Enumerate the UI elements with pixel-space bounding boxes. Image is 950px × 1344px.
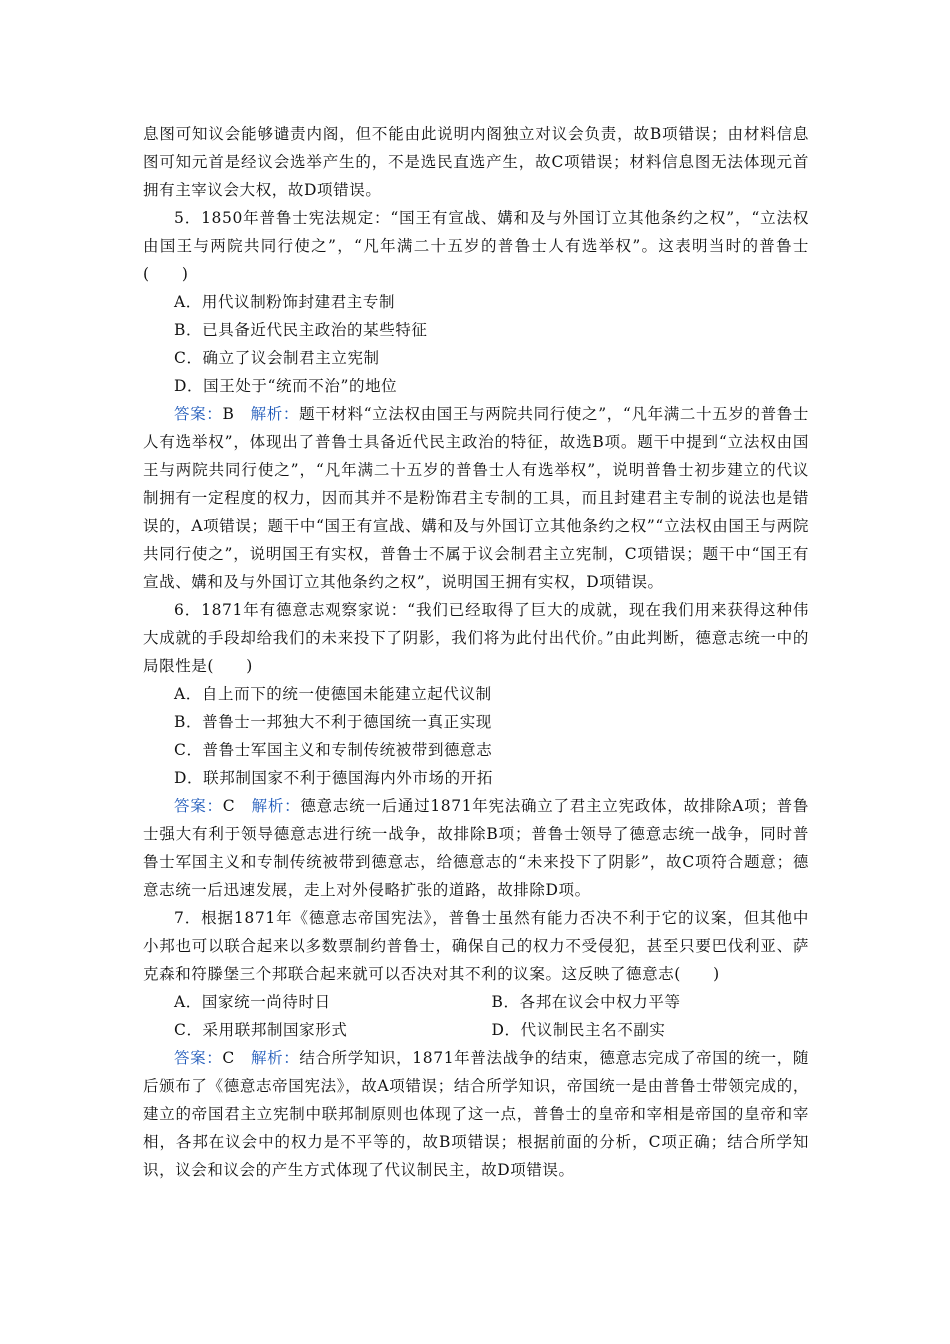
explanation-label: 解析：: [250, 405, 300, 423]
answer-label: 答案：: [174, 1049, 223, 1067]
page-content: [143, 120, 809, 1184]
question-7-options-row-2: [143, 1016, 809, 1044]
explanation-text: 德意志统一后通过1871年宪法确立了君主立宪政体，故排除A项；普鲁士强大有利于领导德意志进行统一战争，故排除B项；普鲁士领导了德意志统一战争，同时普鲁士军国主义和专制传统被带到德意志，给德意志的“未来投下了阴影”，故C项符合题意；德意志统一后迅速发展，走上对外侵略扩张的道路，故排除D项。: [143, 797, 810, 899]
explanation-text: 题干材料“立法权由国王与两院共同行使之”，“凡年满二十五岁的普鲁士人有选举权”，体现出了普鲁士具备近代民主政治的特征，故选B项。题干中提到“立法权由国王与两院共同行使之”，“凡年满二十五岁的普鲁士人有选举权”，说明普鲁士初步建立的代议制拥有一定程度的权力，因而其并不是粉饰君主专制的工具，而且封建君主专制的说法也是错误的，A项错误；题干中“国王有宣战、媾和及与外国订立其他条约之权”“立法权由国王与两院共同行使之”，说明国王有实权，普鲁士不属于议会制君主立宪制，C项错误；题干中“国王有宣战、媾和及与外国订立其他条约之权”，说明国王拥有实权，D项错误。: [143, 405, 809, 591]
question-6-option-d: D．联邦制国家不利于德国海内外市场的开拓: [174, 769, 493, 787]
question-5-option-b: B．已具备近代民主政治的某些特征: [174, 321, 428, 339]
question-6-stem: 6．1871年有德意志观察家说：“我们已经取得了巨大的成就，现在我们用来获得这种伟大成就的手段却给我们的未来投下了阴影，我们将为此付出代价。”由此判断，德意志统一中的局限性是( ): [143, 601, 809, 675]
question-7-option-c: C．采用联邦制国家形式: [174, 1021, 348, 1039]
answer-label: 答案：: [174, 797, 223, 815]
question-7: [143, 904, 809, 1184]
question-6-option-a: A．自上而下的统一使德国未能建立起代议制: [174, 685, 492, 703]
question-7-stem: 7．根据1871年《德意志帝国宪法》，普鲁士虽然有能力否决不利于它的议案，但其他中小邦也可以联合起来以多数票制约普鲁士，确保自己的权力不受侵犯，甚至只要巴伐利亚、萨克森和符滕堡三个邦联合起来就可以否决对其不利的议案。这反映了德意志( ): [143, 909, 809, 983]
question-7-options-row-1: [143, 988, 809, 1016]
question-5-solution: [143, 400, 809, 596]
question-6: [143, 596, 809, 904]
explanation-text: 结合所学知识，1871年普法战争的结束，德意志完成了帝国的统一，随后颁布了《德意志帝国宪法》，故A项错误；结合所学知识，帝国统一是由普鲁士带领完成的，建立的帝国君主立宪制中联邦制原则也体现了这一点，普鲁士的皇帝和宰相是帝国的皇帝和宰相，各邦在议会中的权力是不平等的，故B项错误；根据前面的分析，C项正确；结合所学知识，议会和议会的产生方式体现了代议制民主，故D项错误。: [143, 1049, 809, 1179]
question-5-option-a: A．用代议制粉饰封建君主专制: [174, 293, 396, 311]
question-7-option-b: B．各邦在议会中权力平等: [491, 993, 681, 1011]
question-6-option-b: B．普鲁士一邦独大不利于德国统一真正实现: [174, 713, 492, 731]
question-5-stem: 5．1850年普鲁士宪法规定：“国王有宣战、媾和及与外国订立其他条约之权”，“立法权由国王与两院共同行使之”，“凡年满二十五岁的普鲁士人有选举权”。这表明当时的普鲁士( ): [143, 209, 809, 283]
question-6-solution: [143, 792, 809, 904]
question-7-option-a: A．国家统一尚待时日: [174, 993, 331, 1011]
question-5-option-d: D．国王处于“统而不治”的地位: [174, 377, 398, 395]
explanation-label: 解析：: [251, 1049, 300, 1067]
question-6-option-c: C．普鲁士军国主义和专制传统被带到德意志: [174, 741, 493, 759]
answer-value: B: [222, 405, 251, 423]
answer-label: 答案：: [174, 405, 223, 423]
question-7-solution: [143, 1044, 809, 1184]
question-5: [143, 204, 809, 596]
answer-value: C: [222, 1049, 252, 1067]
question-5-option-c: C．确立了议会制君主立宪制: [174, 349, 380, 367]
answer-value: C: [222, 797, 252, 815]
explanation-label: 解析：: [251, 797, 301, 815]
question-7-option-d: D．代议制民主名不副实: [491, 1021, 666, 1039]
intro-paragraph: 息图可知议会能够谴责内阁，但不能由此说明内阁独立对议会负责，故B项错误；由材料信息图可知元首是经议会选举产生的，不是选民直选产生，故C项错误；材料信息图无法体现元首拥有主宰议会大权，故D项错误。: [143, 125, 809, 199]
